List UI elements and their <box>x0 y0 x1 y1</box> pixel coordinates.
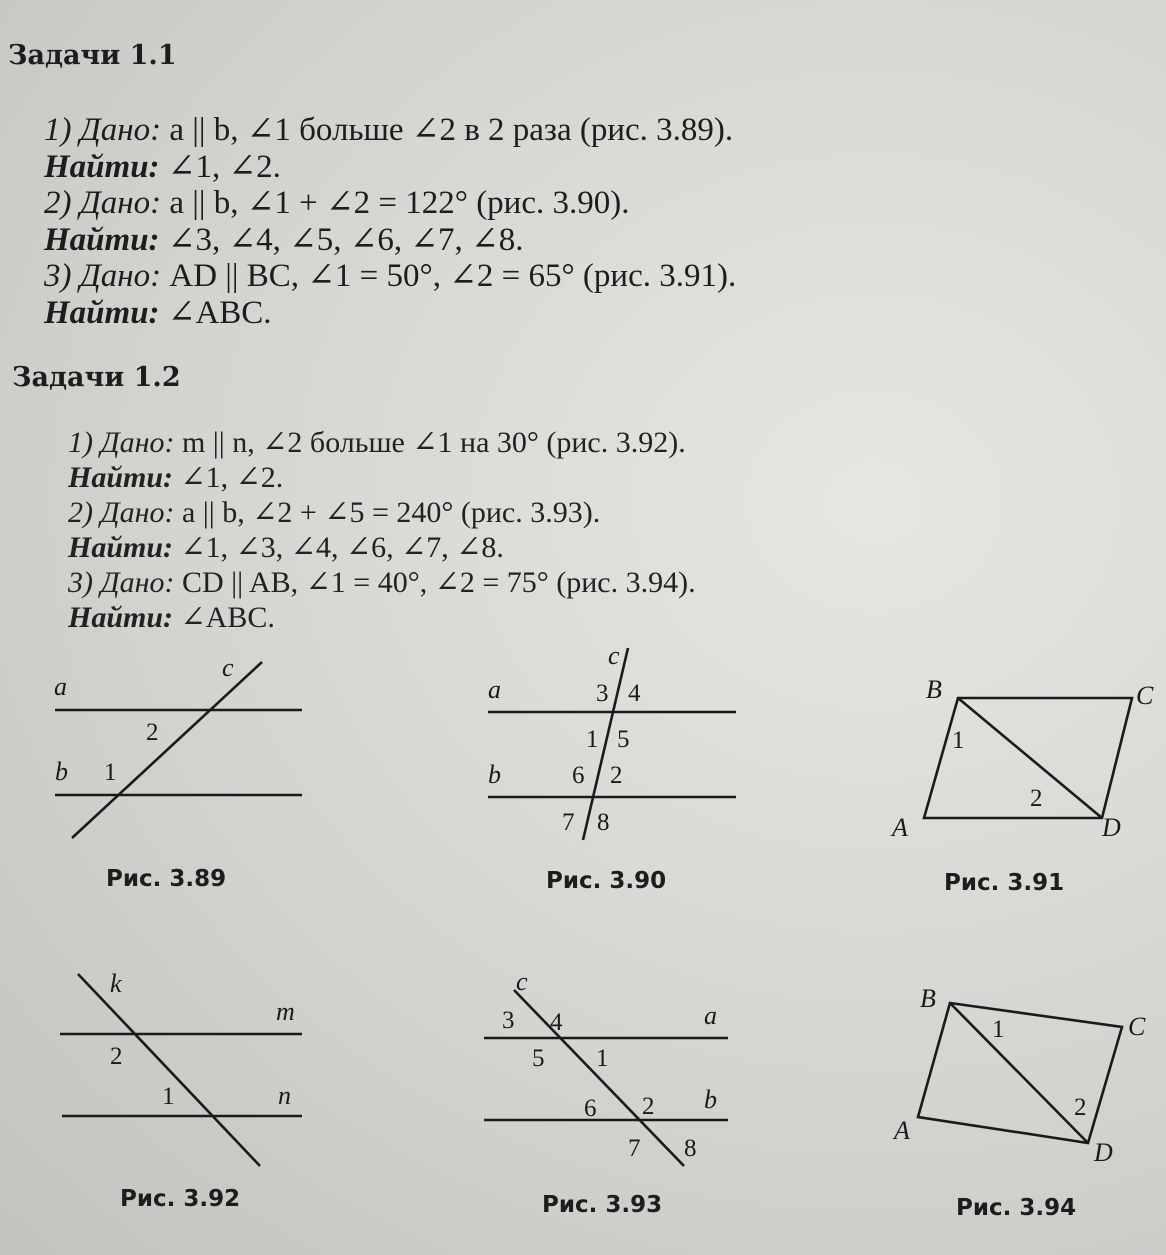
line-c <box>72 662 262 838</box>
vertex-a-label: A <box>894 1116 910 1145</box>
section-title-1-1: Задачи 1.1 <box>8 40 177 71</box>
given-line <box>68 495 696 530</box>
section-title-1-2: Задачи 1.2 <box>12 362 181 393</box>
given-label: 1) Дано: <box>68 426 175 459</box>
vertex-c-label: C <box>1128 1012 1146 1041</box>
angle-6-label: 6 <box>572 762 585 789</box>
angle-8-label: 8 <box>684 1135 697 1162</box>
label-line-b: b <box>55 757 68 786</box>
angle-2-label: 2 <box>1074 1094 1087 1121</box>
angle-1-label: 1 <box>992 1016 1005 1043</box>
angle-2-label: 2 <box>642 1093 655 1120</box>
figure-caption: Рис. 3.91 <box>944 870 1065 896</box>
find-label: Найти: <box>44 294 160 331</box>
find-line <box>44 149 736 186</box>
angle-1-label: 1 <box>104 759 117 786</box>
angle-2-label: 2 <box>610 762 623 789</box>
diagonal-bd <box>950 1003 1088 1143</box>
given-label: 1) Дано: <box>44 112 162 148</box>
given-label: 2) Дано: <box>68 496 175 529</box>
angle-7-label: 7 <box>562 809 575 836</box>
given-text: CD || AB, ∠1 = 40°, ∠2 = 75° (рис. 3.94). <box>174 566 696 599</box>
find-text: ∠ABC. <box>159 294 272 331</box>
label-line-c: c <box>608 641 620 670</box>
angle-5-label: 5 <box>617 726 630 753</box>
given-line <box>44 185 736 222</box>
find-line <box>44 295 736 332</box>
label-line-c: c <box>222 653 234 682</box>
angle-6-label: 6 <box>584 1095 597 1122</box>
angle-7-label: 7 <box>628 1135 641 1162</box>
find-text: ∠1, ∠2. <box>173 461 284 494</box>
label-line-k: k <box>110 969 122 998</box>
find-line <box>68 460 696 495</box>
figure-3-93-drawing <box>470 960 760 1220</box>
label-line-a: a <box>54 672 67 701</box>
vertex-b-label: B <box>920 984 936 1013</box>
label-line-a: a <box>704 1001 717 1030</box>
figure-caption: Рис. 3.92 <box>120 1186 241 1212</box>
figure-caption: Рис. 3.89 <box>106 866 227 892</box>
label-line-n: n <box>278 1081 291 1110</box>
figure-3-92-drawing <box>40 960 340 1220</box>
angle-1-label: 1 <box>596 1045 609 1072</box>
angle-2-label: 2 <box>146 719 159 746</box>
angle-3-label: 3 <box>502 1007 515 1034</box>
problem-list-1-2 <box>68 425 696 635</box>
label-line-b: b <box>704 1085 717 1114</box>
given-text: a || b, ∠2 + ∠5 = 240° (рис. 3.93). <box>174 496 601 529</box>
angle-8-label: 8 <box>597 809 610 836</box>
angle-4-label: 4 <box>628 680 641 707</box>
vertex-b-label: B <box>926 675 942 704</box>
given-line <box>68 425 696 460</box>
find-text: ∠1, ∠3, ∠4, ∠6, ∠7, ∠8. <box>173 531 504 564</box>
problem-1-1-1 <box>44 112 736 185</box>
find-label: Найти: <box>68 601 174 634</box>
figure-3-89 <box>0 640 320 900</box>
find-text: ∠ABC. <box>173 601 275 634</box>
label-line-c: c <box>516 967 528 996</box>
given-text: a || b, ∠1 + ∠2 = 122° (рис. 3.90). <box>161 185 630 221</box>
find-line <box>44 222 736 259</box>
find-label: Найти: <box>68 461 174 494</box>
given-line <box>44 258 736 295</box>
figure-3-90 <box>480 640 760 900</box>
figure-3-90-drawing <box>480 640 760 900</box>
figure-3-93 <box>470 960 760 1220</box>
find-line <box>68 600 696 635</box>
given-text: a || b, ∠1 больше ∠2 в 2 раза (рис. 3.89). <box>161 112 734 148</box>
problem-list-1-1 <box>44 112 736 331</box>
given-label: 3) Дано: <box>68 566 175 599</box>
figure-caption: Рис. 3.90 <box>546 868 667 894</box>
angle-1-label: 1 <box>586 726 599 753</box>
angle-1-label: 1 <box>952 727 965 754</box>
label-line-b: b <box>488 760 501 789</box>
angle-5-label: 5 <box>532 1045 545 1072</box>
vertex-c-label: C <box>1136 681 1154 710</box>
problem-1-1-3 <box>44 258 736 331</box>
problem-1-2-1 <box>68 425 696 495</box>
angle-4-label: 4 <box>550 1009 563 1036</box>
given-line <box>44 112 736 149</box>
figure-3-89-drawing <box>0 640 320 900</box>
angle-1-label: 1 <box>162 1083 175 1110</box>
angle-2-label: 2 <box>1030 785 1043 812</box>
figure-3-94 <box>880 975 1166 1235</box>
figure-3-92 <box>40 960 340 1220</box>
find-text: ∠1, ∠2. <box>159 148 281 185</box>
figure-caption: Рис. 3.94 <box>956 1195 1077 1221</box>
line-k <box>78 974 260 1166</box>
given-text: m || n, ∠2 больше ∠1 на 30° (рис. 3.92). <box>174 426 686 459</box>
label-line-a: a <box>488 675 501 704</box>
vertex-a-label: A <box>892 813 908 842</box>
vertex-d-label: D <box>1094 1138 1113 1167</box>
given-label: 3) Дано: <box>44 258 162 294</box>
figure-3-91 <box>880 670 1166 900</box>
given-label: 2) Дано: <box>44 185 162 221</box>
angle-3-label: 3 <box>596 680 609 707</box>
problem-1-2-3 <box>68 565 696 635</box>
find-text: ∠3, ∠4, ∠5, ∠6, ∠7, ∠8. <box>159 221 524 258</box>
line-c <box>514 990 684 1166</box>
find-label: Найти: <box>68 531 174 564</box>
figure-3-91-drawing <box>880 670 1166 900</box>
angle-2-label: 2 <box>110 1043 123 1070</box>
label-line-m: m <box>276 997 295 1026</box>
find-label: Найти: <box>44 148 160 185</box>
find-label: Найти: <box>44 221 160 258</box>
problem-1-2-2 <box>68 495 696 565</box>
given-line <box>68 565 696 600</box>
vertex-d-label: D <box>1102 813 1121 842</box>
find-line <box>68 530 696 565</box>
given-text: AD || BC, ∠1 = 50°, ∠2 = 65° (рис. 3.91). <box>161 258 737 294</box>
figure-caption: Рис. 3.93 <box>542 1192 663 1218</box>
problem-1-1-2 <box>44 185 736 258</box>
